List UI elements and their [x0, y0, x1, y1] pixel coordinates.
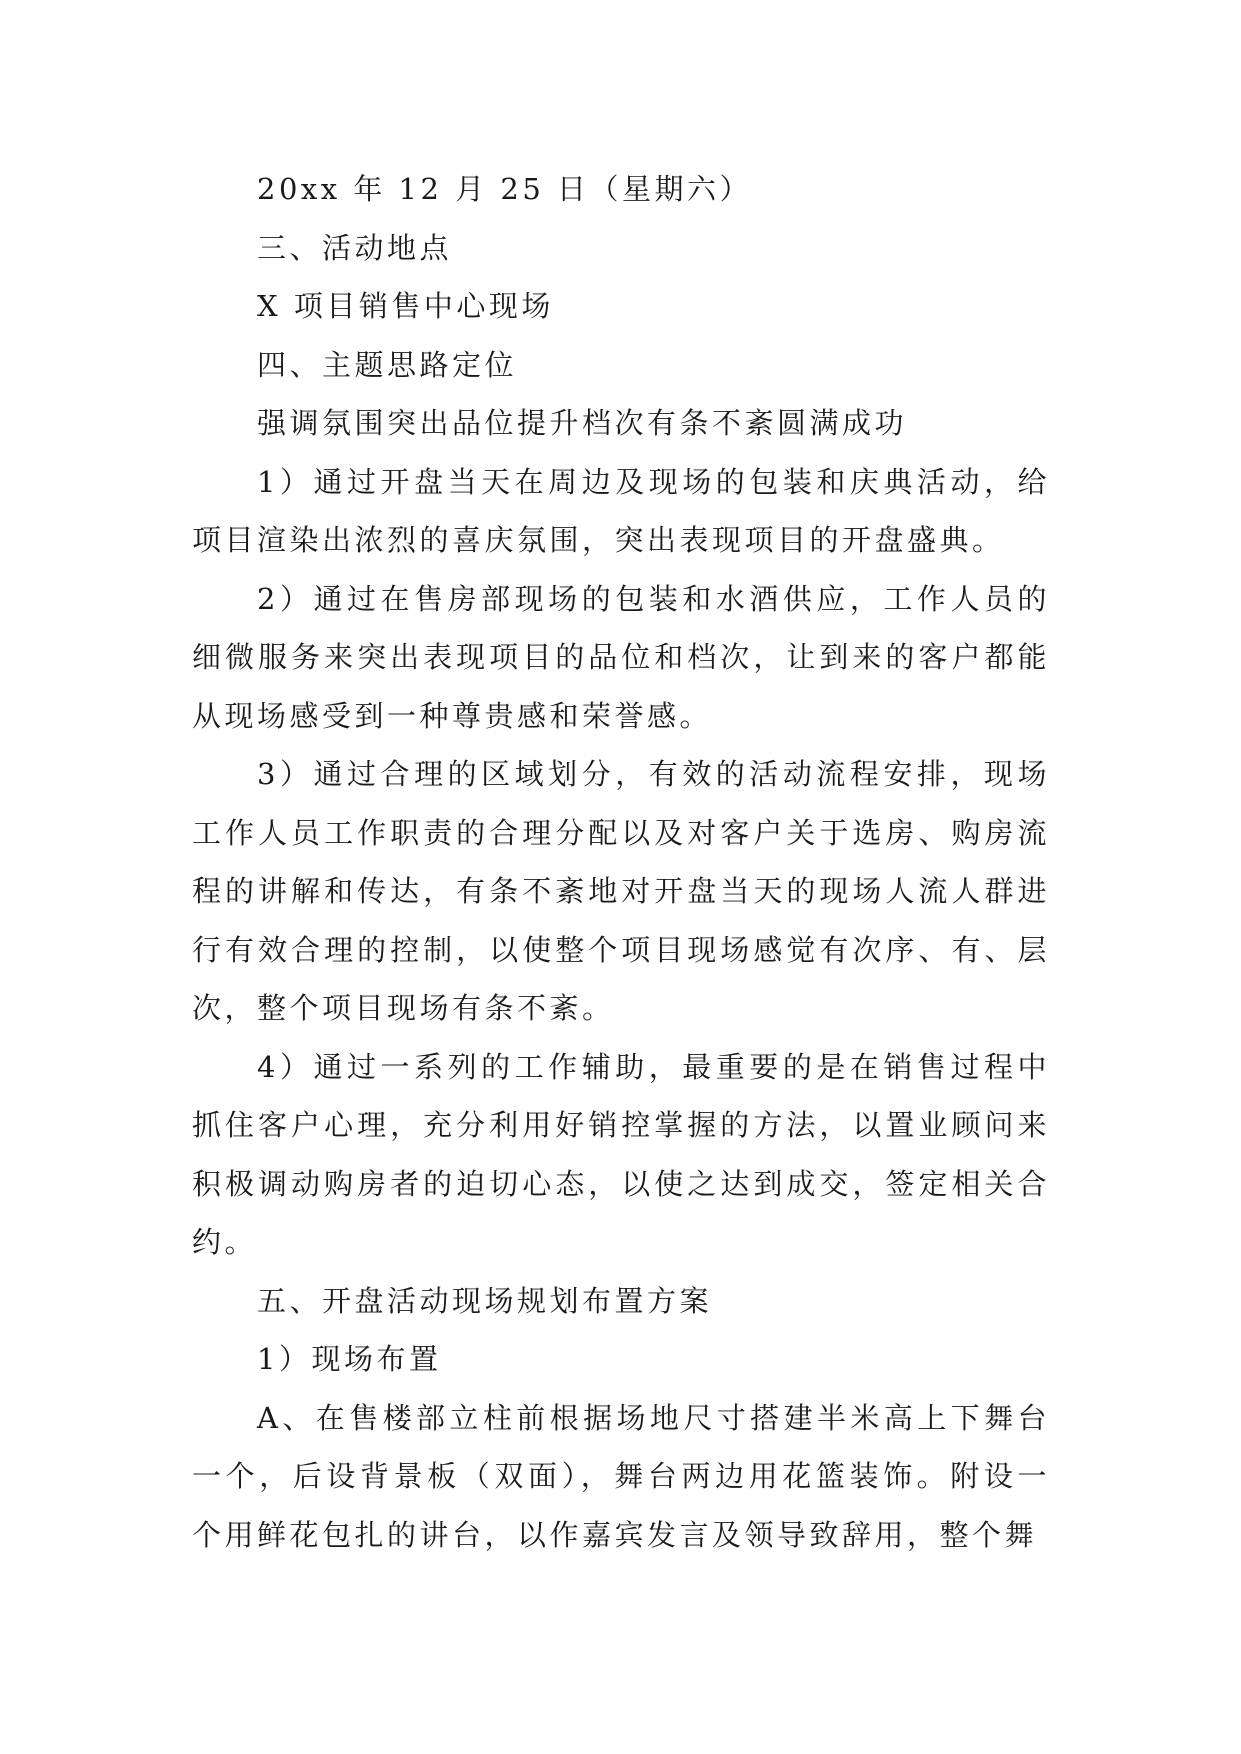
- section-heading-plan: 五、开盘活动现场规划布置方案: [257, 1283, 713, 1318]
- plan-subheading-layout: 1）现场布置: [257, 1342, 442, 1376]
- theme-slogan: 强调氛围突出品位提升档次有条不紊圆满成功: [257, 406, 908, 440]
- location-text: X 项目销售中心现场: [257, 289, 554, 323]
- section-heading-theme: 四、主题思路定位: [257, 347, 518, 382]
- section-heading-location: 三、活动地点: [257, 230, 453, 265]
- theme-point-4: 4）通过一系列的工作辅助，最重要的是在销售过程中抓住客户心理，充分利用好销控掌握的方法，以置业顾问来积极调动购房者的迫切心态，以使之达到成交，签定相关合约。: [192, 1049, 1050, 1259]
- document-body: [192, 160, 1050, 1564]
- theme-point-3: 3）通过合理的区域划分，有效的活动流程安排，现场工作人员工作职责的合理分配以及对客户关于选房、购房流程的讲解和传达，有条不紊地对开盘当天的现场人流人群进行有效合理的控制，以使整个项目现场感觉有次序、有、层次，整个项目现场有条不紊。: [192, 757, 1050, 1025]
- plan-item-a: A、在售楼部立柱前根据场地尺寸搭建半米高上下舞台一个，后设背景板（双面），舞台两边用花篮装饰。附设一个用鲜花包扎的讲台，以作嘉宾发言及领导致辞用，整个舞: [192, 1400, 1050, 1552]
- theme-point-2: 2）通过在售房部现场的包装和水酒供应，工作人员的细微服务来突出表现项目的品位和档次，让到来的客户都能从现场感受到一种尊贵感和荣誉感。: [192, 581, 1050, 733]
- theme-point-1: 1）通过开盘当天在周边及现场的包装和庆典活动，给项目渲染出浓烈的喜庆氛围，突出表现项目的开盘盛典。: [192, 464, 1050, 557]
- event-date-line: 20xx 年 12 月 25 日（星期六）: [257, 172, 753, 206]
